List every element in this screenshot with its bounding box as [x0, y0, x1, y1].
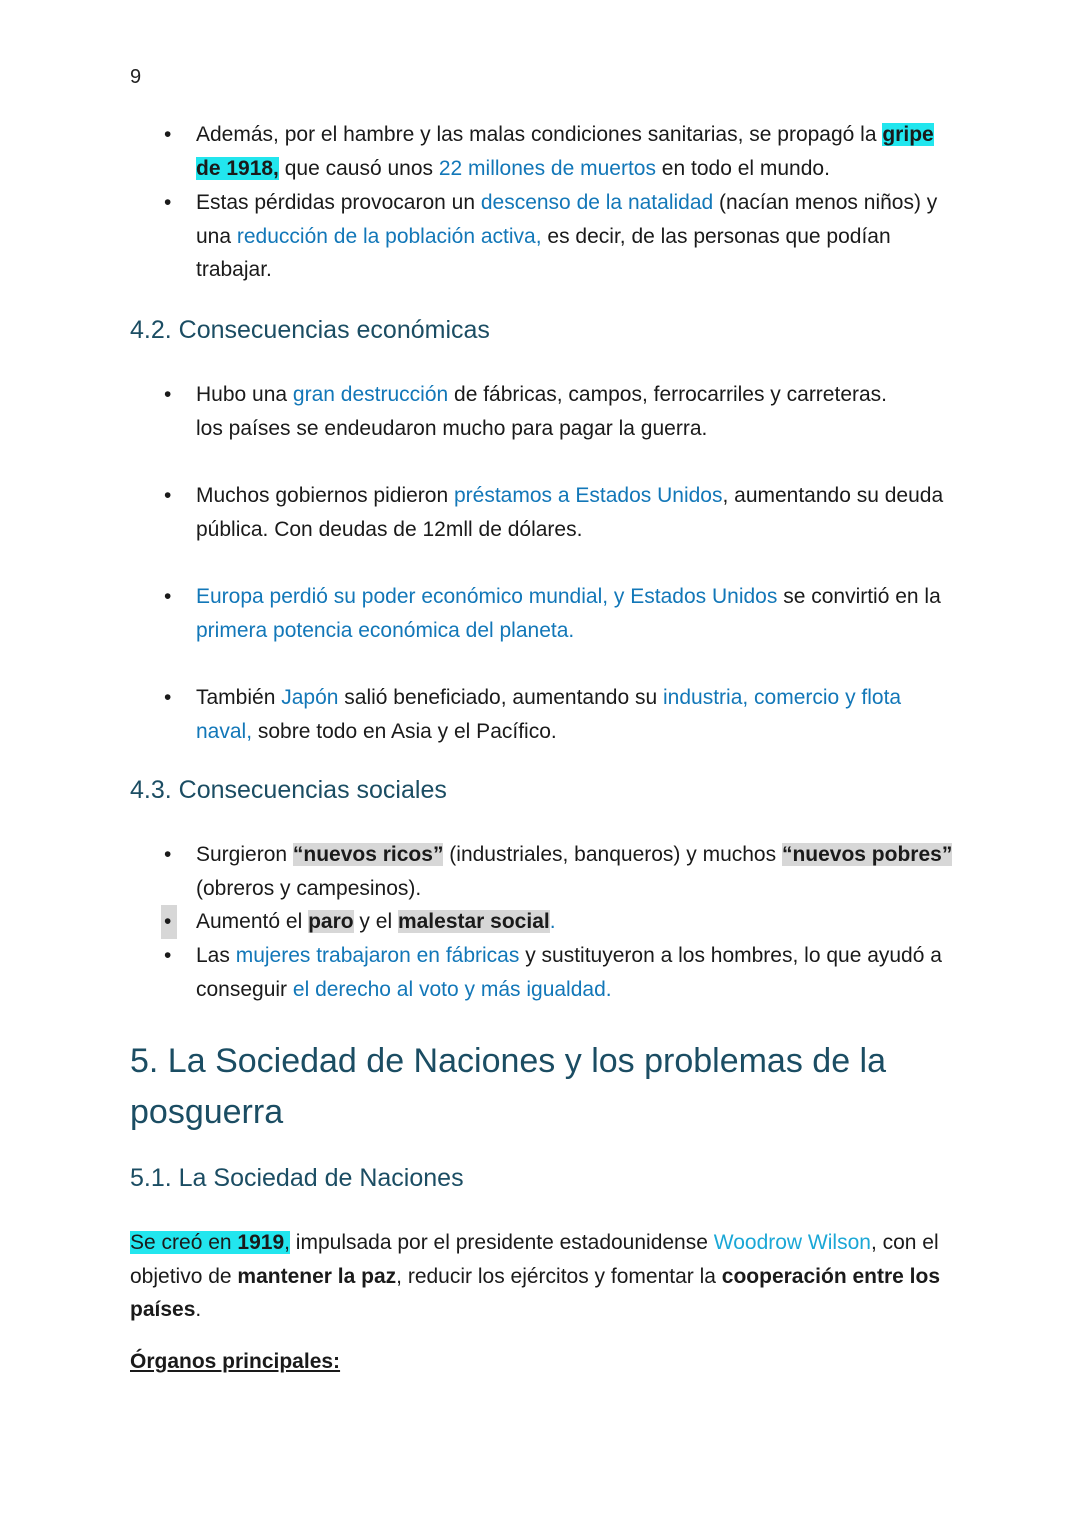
- bullet-marker: •: [164, 686, 172, 709]
- list-item: Surgieron “nuevos ricos” (industriales, banqueros) y muchos “nuevos pobres” (obreros y campesinos).: [196, 843, 953, 900]
- list-item: También Japón salió beneficiado, aumentando su industria, comercio y flota naval, sobre todo en Asia y el Pacífico.: [196, 686, 902, 743]
- highlight-muertos: 22 millones de muertos: [438, 156, 656, 180]
- list-item: Hubo una gran destrucción de fábricas, campos, ferrocarriles y carreteras. los países se endeudaron mucho para pagar la guerra.: [196, 383, 888, 440]
- bullet-marker: •: [164, 585, 172, 608]
- list-item: Aumentó el paro y el malestar social.: [196, 910, 556, 933]
- section-heading-4-2: 4.2. Consecuencias económicas: [130, 316, 490, 344]
- list-item: Estas pérdidas provocaron un descenso de la natalidad (nacían menos niños) y una reducción de la población activa, es decir, de las personas que podían trabajar.: [196, 191, 938, 281]
- highlight-gripe: gripe de 1918,: [196, 123, 934, 180]
- bullet-marker: •: [164, 383, 172, 406]
- bullet-marker: •: [164, 484, 172, 507]
- section-heading-5-1: 5.1. La Sociedad de Naciones: [130, 1164, 464, 1192]
- organos-heading: Órganos principales:: [130, 1350, 341, 1373]
- bullet-marker: •: [164, 944, 172, 967]
- list-item: Muchos gobiernos pidieron préstamos a Estados Unidos, aumentando su deuda pública. Con deudas de 12mll de dólares.: [196, 484, 944, 541]
- bullet-marker: •: [164, 191, 172, 214]
- page-number: 9: [130, 66, 142, 88]
- paragraph-sociedad-naciones: Se creó en 1919, impulsada por el presidente estadounidense Woodrow Wilson, con el objetivo de mantener la paz, reducir los ejércitos y fomentar la cooperación entre los países.: [130, 1231, 941, 1321]
- section-heading-4-3: 4.3. Consecuencias sociales: [130, 776, 447, 804]
- bullet-marker: •: [164, 123, 172, 146]
- bullet-marker: •: [161, 905, 177, 939]
- list-item: Europa perdió su poder económico mundial, y Estados Unidos se convirtió en la primera potencia económica del planeta.: [196, 585, 941, 642]
- chapter-heading-5: 5. La Sociedad de Naciones y los problemas de la posguerra: [130, 1042, 887, 1131]
- bullet-marker: •: [164, 843, 172, 866]
- list-item: Las mujeres trabajaron en fábricas y sustituyeron a los hombres, lo que ayudó a conseguir el derecho al voto y más igualdad.: [196, 944, 942, 1001]
- list-item: Además, por el hambre y las malas condiciones sanitarias, se propagó la gripe de 1918, que causó unos 22 millones de muertos en todo el mundo.: [196, 123, 934, 180]
